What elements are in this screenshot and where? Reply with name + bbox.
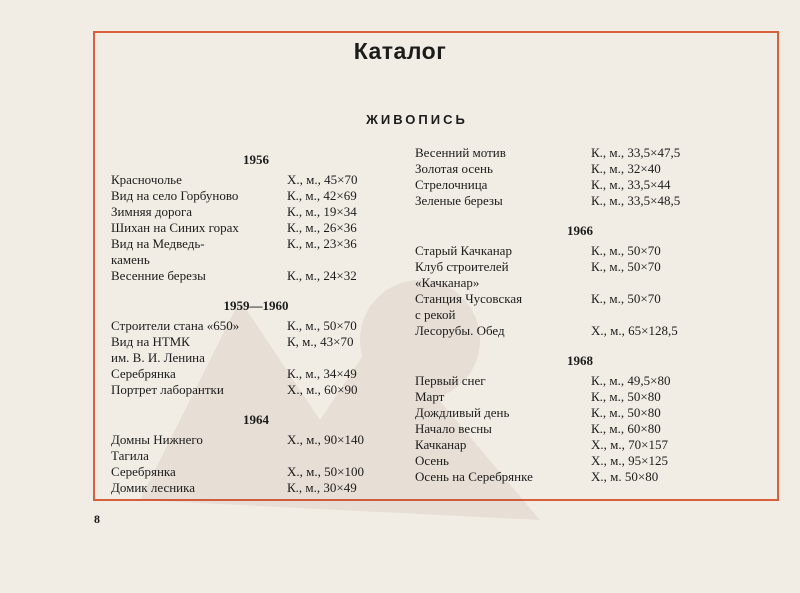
catalog-entry xyxy=(415,469,715,485)
catalog-entry xyxy=(415,259,715,275)
artwork-medium-size: К., м., 50×70 xyxy=(591,291,661,306)
catalog-entry xyxy=(111,350,391,366)
catalog-entry xyxy=(415,307,715,323)
catalog-entry xyxy=(415,437,715,453)
artwork-medium-size: К., м., 33,5×44 xyxy=(591,177,671,192)
catalog-entry xyxy=(111,432,391,448)
artwork-medium-size: К., м., 50×70 xyxy=(591,259,661,274)
artwork-medium-size: Х., м., 50×100 xyxy=(287,464,364,479)
artwork-title: Старый Качканар xyxy=(415,243,512,258)
catalog-entry xyxy=(111,172,391,188)
year-heading: 1968 xyxy=(567,353,593,368)
catalog-entry xyxy=(111,236,391,252)
artwork-title: Красночолье xyxy=(111,172,182,187)
group-spacer xyxy=(111,398,391,408)
catalog-entry xyxy=(111,480,391,496)
artwork-medium-size: К., м., 42×69 xyxy=(287,188,357,203)
artwork-title: Стрелочница xyxy=(415,177,488,192)
catalog-entry xyxy=(415,421,715,437)
artwork-medium-size: К., м., 24×32 xyxy=(287,268,357,283)
artwork-medium-size: К., м., 50×70 xyxy=(591,243,661,258)
catalog-entry xyxy=(415,177,715,193)
artwork-medium-size: К., м., 19×34 xyxy=(287,204,357,219)
catalog-entry xyxy=(111,204,391,220)
group-spacer xyxy=(415,209,715,219)
page-number: 8 xyxy=(94,512,100,526)
artwork-medium-size: К., м., 50×80 xyxy=(591,405,661,420)
artwork-medium-size: Х., м., 65×128,5 xyxy=(591,323,678,338)
catalog-entry xyxy=(111,252,391,268)
artwork-title: с рекой xyxy=(415,307,456,322)
artwork-title: Золотая осень xyxy=(415,161,493,176)
catalog-entry xyxy=(415,405,715,421)
catalog-entry xyxy=(415,373,715,389)
catalog-entry xyxy=(415,275,715,291)
artwork-title: Осень на Серебрянке xyxy=(415,469,533,484)
artwork-medium-size: К., м., 60×80 xyxy=(591,421,661,436)
catalog-entry xyxy=(415,161,715,177)
artwork-title: Домик лесника xyxy=(111,480,196,495)
artwork-medium-size: Х., м., 45×70 xyxy=(287,172,358,187)
artwork-title: Шихан на Синих горах xyxy=(111,220,239,235)
artwork-medium-size: К., м., 50×70 xyxy=(287,318,357,333)
catalog-entry xyxy=(415,323,715,339)
artwork-medium-size: Х., м. 50×80 xyxy=(591,469,659,484)
artwork-medium-size: К., м., 33,5×48,5 xyxy=(591,193,681,208)
catalog-entry xyxy=(415,291,715,307)
artwork-title: Тагила xyxy=(111,448,149,463)
group-spacer xyxy=(415,339,715,349)
right-column xyxy=(415,145,715,485)
artwork-medium-size: К., м., 50×80 xyxy=(591,389,661,404)
catalog-entry xyxy=(415,243,715,259)
artwork-title: Первый снег xyxy=(415,373,486,388)
artwork-title: Лесорубы. Обед xyxy=(415,323,505,338)
year-heading: 1959—1960 xyxy=(223,298,289,313)
catalog-entry xyxy=(111,220,391,236)
catalog-entry xyxy=(111,318,391,334)
artwork-title: Зимняя дорога xyxy=(111,204,193,219)
artwork-title: Начало весны xyxy=(415,421,492,436)
catalog-entry xyxy=(415,145,715,161)
artwork-title: Дождливый день xyxy=(415,405,510,420)
artwork-medium-size: К., м., 33,5×47,5 xyxy=(591,145,681,160)
artwork-medium-size: К., м., 26×36 xyxy=(287,220,357,235)
section-heading: ЖИВОПИСЬ xyxy=(366,112,468,127)
artwork-title: «Качканар» xyxy=(415,275,480,290)
artwork-title: Осень xyxy=(415,453,449,468)
catalog-entry xyxy=(111,464,391,480)
artwork-title: камень xyxy=(111,252,150,267)
catalog-entry xyxy=(415,193,715,209)
catalog-entry xyxy=(415,389,715,405)
artwork-title: Портрет лаборантки xyxy=(111,382,224,397)
artwork-title: Вид на село Горбуново xyxy=(111,188,239,203)
artwork-title: Весенние березы xyxy=(111,268,206,283)
artwork-title: Строители стана «650» xyxy=(111,318,240,333)
artwork-title: им. В. И. Ленина xyxy=(111,350,205,365)
artwork-medium-size: К., м., 49,5×80 xyxy=(591,373,671,388)
catalog-entry xyxy=(111,366,391,382)
artwork-medium-size: К., м., 32×40 xyxy=(591,161,661,176)
artwork-medium-size: К., м., 23×36 xyxy=(287,236,357,251)
left-column xyxy=(111,148,391,496)
artwork-medium-size: Х., м., 60×90 xyxy=(287,382,358,397)
artwork-title: Серебрянка xyxy=(111,366,176,381)
catalog-entry xyxy=(415,453,715,469)
catalog-entry xyxy=(111,334,391,350)
catalog-title: Каталог xyxy=(353,38,447,64)
year-heading: 1964 xyxy=(243,412,269,427)
artwork-medium-size: Х., м., 95×125 xyxy=(591,453,668,468)
group-spacer xyxy=(111,284,391,294)
catalog-entry xyxy=(111,268,391,284)
artwork-medium-size: Х., м., 70×157 xyxy=(591,437,668,452)
artwork-title: Вид на Медведь- xyxy=(111,236,205,251)
artwork-title: Клуб строителей xyxy=(415,259,509,274)
artwork-title: Вид на НТМК xyxy=(111,334,190,349)
artwork-title: Серебрянка xyxy=(111,464,176,479)
artwork-title: Станция Чусовская xyxy=(415,291,523,306)
catalog-entry xyxy=(111,188,391,204)
artwork-title: Весенний мотив xyxy=(415,145,506,160)
year-heading: 1956 xyxy=(243,152,269,167)
year-heading: 1966 xyxy=(567,223,593,238)
artwork-title: Зеленые березы xyxy=(415,193,503,208)
artwork-medium-size: К., м., 30×49 xyxy=(287,480,357,495)
artwork-medium-size: Х., м., 90×140 xyxy=(287,432,364,447)
artwork-title: Качканар xyxy=(415,437,467,452)
artwork-title: Домны Нижнего xyxy=(111,432,203,447)
artwork-medium-size: К., м., 34×49 xyxy=(287,366,357,381)
artwork-medium-size: К, м., 43×70 xyxy=(287,334,354,349)
catalog-entry xyxy=(111,448,391,464)
catalog-entry xyxy=(111,382,391,398)
artwork-title: Март xyxy=(415,389,445,404)
